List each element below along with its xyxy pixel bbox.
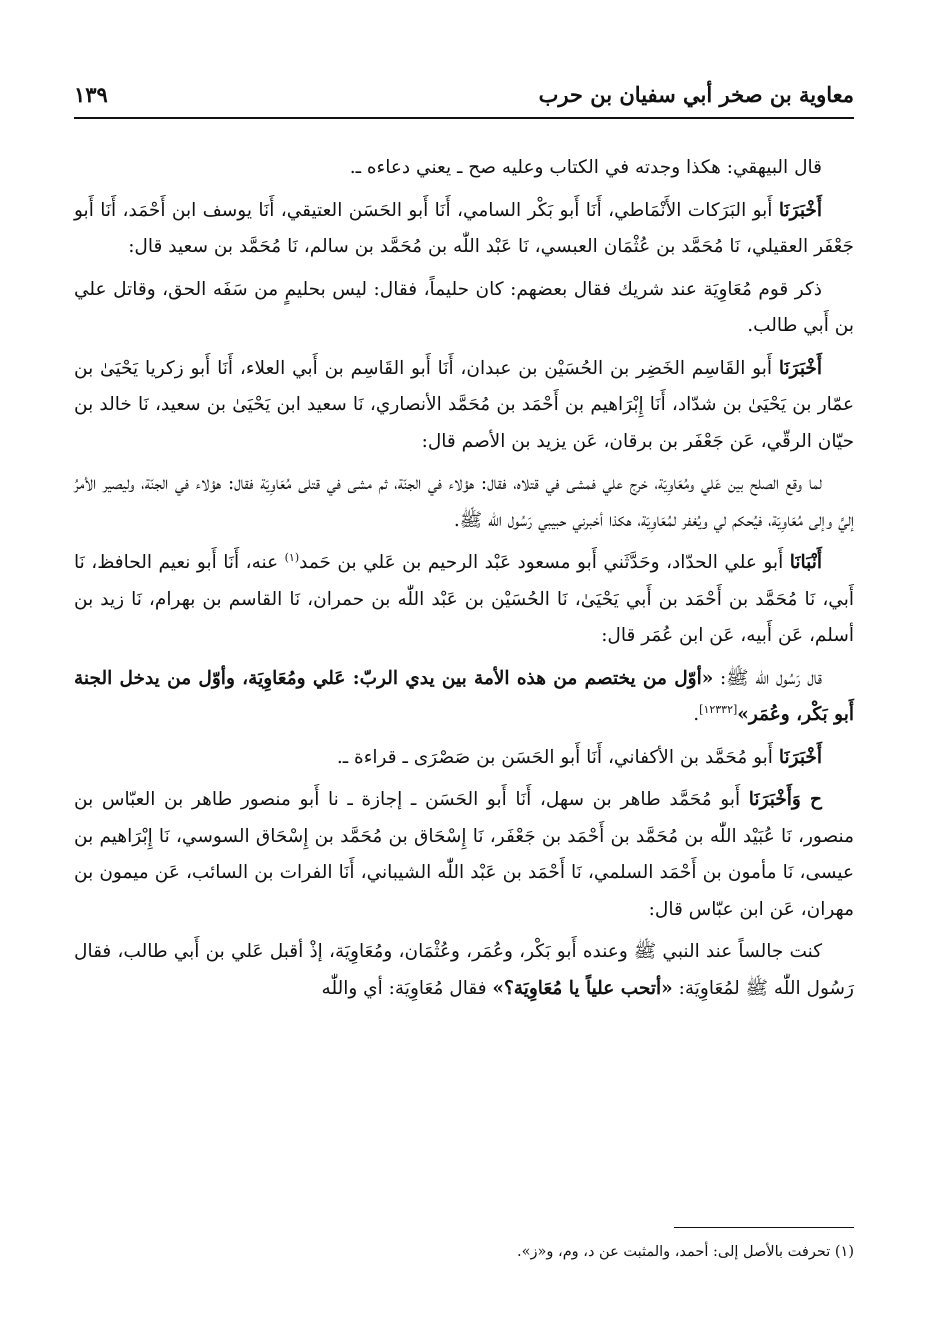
footnote-text: تحرفت بالأصل إلى: أحمد، والمثبت عن د، وم، و«ز». bbox=[517, 1244, 831, 1260]
paragraph: ذكر قوم مُعَاوِيَة عند شريك فقال بعضهم: كان حليماً، فقال: ليس بحليمٍ من سَفَه الحق، وقاتل علي بن أَبي طالب. bbox=[74, 278, 854, 336]
paragraph: قال البيهقي: هكذا وجدته في الكتاب وعليه صح ـ يعني دعاءه ـ. bbox=[349, 157, 822, 178]
paragraph: كنت جالساً عند النبي ﷺ وعنده أَبو بَكْر، وعُمَر، وعُثْمَان، ومُعَاوِيَة، إذْ أقبل عَلي بن أَبي طالب، فقال رَسُول اللّٰه ﷺ لمُعَاوِيَة: «أتحب علياً يا مُعَاوِيَة؟» فقال مُعَاوِيَة: أي واللّٰه bbox=[74, 941, 854, 999]
hadith-text: «أتحب علياً يا مُعَاوِيَة؟» bbox=[492, 977, 673, 999]
paragraph: لما وقع الصلح بين عَلي ومُعَاوِيَة، خرج علي فمشى في قتلاه، فقال: هؤلاء في الجنّة، ثم مشى في قتلى مُعَاوِيَة فقال: هؤلاء في الجنّة، وليصير الأمرُ إليَّ وإلى مُعَاوِيَة، فيُحكم لي ويُغفر لمُعَاوِيَة، هكذا أخبرني حبيبي رَسُول اللّٰه ﷺ. bbox=[74, 473, 854, 531]
paragraph: ح وَأَخْبَرَنَا أَبو مُحَمَّد طاهر بن سهل، أَنَا أَبو الحَسَن ـ إجازة ـ نا أَبو منصور طاهر بن العبّاس بن منصور، نَا عُبَيْد اللّٰه بن مُحَمَّد بن أَحْمَد بن جَعْفَر، نَا إِسْحَاق بن مُحَمَّد بن إِسْحَاق السوسي، نَا إِبْرَاهيم بن عيسى، نَا مأمون بن أَحْمَد السلمي، نَا أَحْمَد بن عَبْد اللّٰه الشيباني، أَنَا الفرات بن السائب، عَن ميمون بن مهران، عَن ابن عبّاس قال: bbox=[74, 789, 854, 920]
paragraph: أَخْبَرَنَا أَبو مُحَمَّد بن الأكفاني، أَنَا أَبو الحَسَن بن صَصْرَى ـ قراءة ـ. bbox=[336, 746, 822, 768]
paragraph: أَنْبَانَا أَبو علي الحدّاد، وحَدَّثَني أَبو مسعود عَبْد الرحيم بن عَلي بن حَمد$^{(١)}$ عنه، أَنَا أَبو نعيم الحافظ، نَا أَبي، نَا مُحَمَّد بن أَحْمَد بن أَبي يَحْيَىٰ، نَا الحُسَيْن بن عَبْد اللّٰه بن حمران، نَا القاسم بن بهرام، نَا زيد بن أسلم، عَن أَبيه، عَن ابن عُمَر قال: bbox=[74, 550, 854, 646]
footnote bbox=[74, 1240, 854, 1264]
page-number: ١٣٩ bbox=[74, 82, 108, 107]
main-text bbox=[74, 150, 854, 1013]
hadith-text: «أوّل من يختصم من هذه الأمة بين يدي الربّ: عَلي ومُعَاوِيَة، وأوّل من يدخل الجنة أَبو بَكْر، وعُمَر» bbox=[74, 667, 854, 725]
paragraph: أَخْبَرَنَا أَبو البَرَكات الأَنْمَاطي، أَنَا أَبو بَكْر السامي، أَنَا أَبو الحَسَن العتيقي، أَنَا يوسف ابن أَحْمَد، أَنَا أَبو جَعْفَر العقيلي، نَا مُحَمَّد بن عُثْمَان العبسي، نَا عَبْد اللّٰه بن مُحَمَّد بن سالم، نَا مُحَمَّد بن سعيد قال: bbox=[74, 199, 854, 257]
footnote-ref: (١) bbox=[284, 550, 300, 564]
running-title: معاوية بن صخر أبي سفيان بن حرب bbox=[538, 82, 854, 107]
paragraph: قال رَسُول اللّٰه ﷺ: «أوّل من يختصم من هذه الأمة بين يدي الربّ: عَلي ومُعَاوِيَة، وأوّل من يدخل الجنة أَبو بَكْر، وعُمَر»[١٢٣٣٢]. bbox=[74, 667, 854, 725]
paragraph: أَخْبَرَنَا أَبو القَاسِم الخَضِر بن الحُسَيْن بن عبدان، أَنَا أَبو القَاسِم بن أَبي العلاء، أَنَا أَبو زكريا يَحْيَىٰ بن عمّار بن يَحْيَىٰ بن شدّاد، أَنَا إِبْرَاهيم بن أَحْمَد بن مُحَمَّد الأنصاري، نَا سعيد ابن يَحْيَىٰ بن سعيد، نَا خالد بن حيّان الرقّي، عَن جَعْفَر بن برقان، عَن يزيد بن الأصم قال: bbox=[74, 357, 854, 452]
hadith-number: [١٢٣٣٢] bbox=[699, 702, 738, 716]
header-rule bbox=[74, 117, 854, 119]
footnote-rule bbox=[674, 1227, 854, 1228]
footnote-marker: (١) bbox=[834, 1244, 854, 1260]
running-header bbox=[74, 78, 854, 114]
